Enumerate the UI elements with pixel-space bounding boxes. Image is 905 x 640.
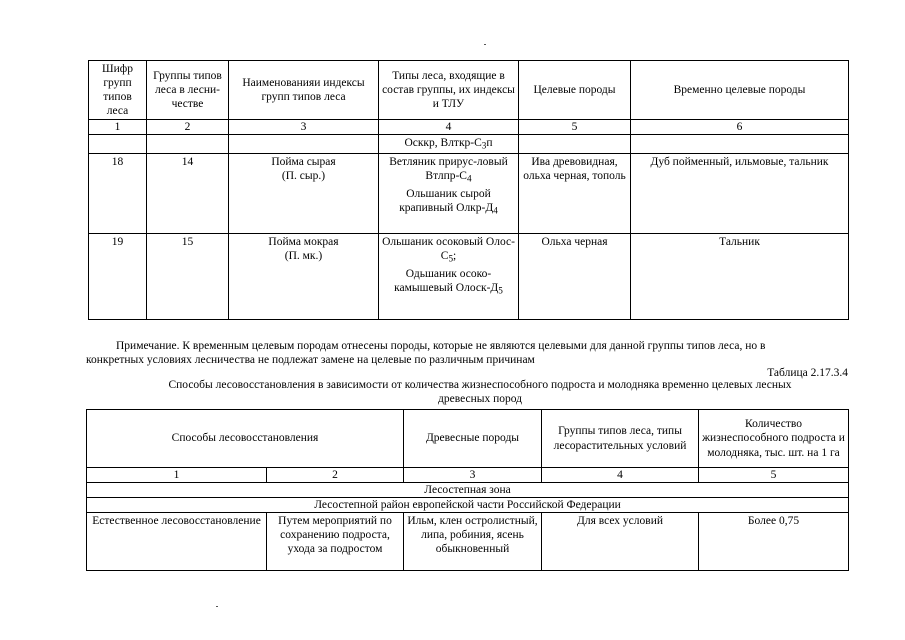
column-number-row <box>87 468 849 483</box>
group-code: 19 <box>89 233 147 319</box>
reforestation-methods-table <box>86 409 849 571</box>
table-header-row <box>87 410 849 468</box>
column-number: 3 <box>404 468 542 483</box>
header-cell: Наименованияи индексы групп типов леса <box>229 61 379 120</box>
header-cell: Группы типов леса в лесни-честве <box>147 61 229 120</box>
target-species: Ольха черная <box>519 233 631 319</box>
measure-cell: Путем мероприятий по сохранению подроста, ухода за подростом <box>267 513 404 571</box>
forest-types-table <box>88 60 849 320</box>
column-number: 6 <box>631 120 849 135</box>
table-header-row <box>89 61 849 120</box>
column-number-row <box>89 120 849 135</box>
column-number: 5 <box>699 468 849 483</box>
region-title: Лесостепной район европейской части Российской Федерации <box>87 498 849 513</box>
column-number: 1 <box>89 120 147 135</box>
method-cell: Естественное лесовосстановление <box>87 513 267 571</box>
table-caption: Способы лесовосстановления в зависимости от количества жизнеспособного подроста и молодняка временно целевых лесных древесных пород <box>168 379 792 405</box>
group-number: 14 <box>147 153 229 233</box>
table-row <box>89 233 849 319</box>
species-cell: Ильм, клен остролистный, липа, робиния, ясень обыкновенный <box>404 513 542 571</box>
temporary-species: Дуб пойменный, ильмовые, тальник <box>631 153 849 233</box>
header-cell: Способы лесовосстановления <box>87 410 404 468</box>
column-number: 5 <box>519 120 631 135</box>
region-row <box>87 498 849 513</box>
group-number: 15 <box>147 233 229 319</box>
forest-type-cell: Осккр, Влткр-$С_3п$ <box>379 135 519 154</box>
target-species: Ива древовидная, ольха черная, тополь <box>519 153 631 233</box>
conditions-cell: Для всех условий <box>542 513 699 571</box>
column-number: 3 <box>229 120 379 135</box>
temporary-species: Тальник <box>631 233 849 319</box>
forest-types-cell: Ольшаник осоковый Олос-$С_5$; Одьшаник осоко-камышевый Олоск-$Д_5$ <box>379 233 519 319</box>
column-number: 4 <box>379 120 519 135</box>
table-note: Примечание. К временным целевым породам отнесены породы, которые не являются целевыми для данной группы типов леса, но в конкретных условиях лесничества не подлежат замене на целевые по различным причинам <box>86 340 766 367</box>
header-cell: Типы леса, входящие в состав группы, их индексы и ТЛУ <box>379 61 519 120</box>
scan-speck <box>216 606 218 607</box>
header-cell: Группы типов леса, типы лесорастительных условий <box>542 410 699 468</box>
column-number: 1 <box>87 468 267 483</box>
table-number: Таблица 2.17.3.4 <box>767 367 848 379</box>
forest-types-cell: Ветляник прирус-ловый Втлпр-$С_4$ Ольшаник сырой крапивный Олкр-$Д_4$ <box>379 153 519 233</box>
zone-title: Лесостепная зона <box>87 483 849 498</box>
zone-row <box>87 483 849 498</box>
column-number: 2 <box>147 120 229 135</box>
header-cell: Древесные породы <box>404 410 542 468</box>
group-name: Пойма сырая (П. сыр.) <box>229 153 379 233</box>
table-row <box>89 153 849 233</box>
table-row <box>87 513 849 571</box>
header-cell: Шифр групп типов леса <box>89 61 147 120</box>
header-cell: Временно целевые породы <box>631 61 849 120</box>
table-row <box>89 135 849 154</box>
quantity-cell: Более 0,75 <box>699 513 849 571</box>
group-code: 18 <box>89 153 147 233</box>
header-cell: Количество жизнеспособного подроста и молодняка, тыс. шт. на 1 га <box>699 410 849 468</box>
scan-speck <box>484 44 486 45</box>
group-name: Пойма мокрая (П. мк.) <box>229 233 379 319</box>
column-number: 2 <box>267 468 404 483</box>
column-number: 4 <box>542 468 699 483</box>
header-cell: Целевые породы <box>519 61 631 120</box>
